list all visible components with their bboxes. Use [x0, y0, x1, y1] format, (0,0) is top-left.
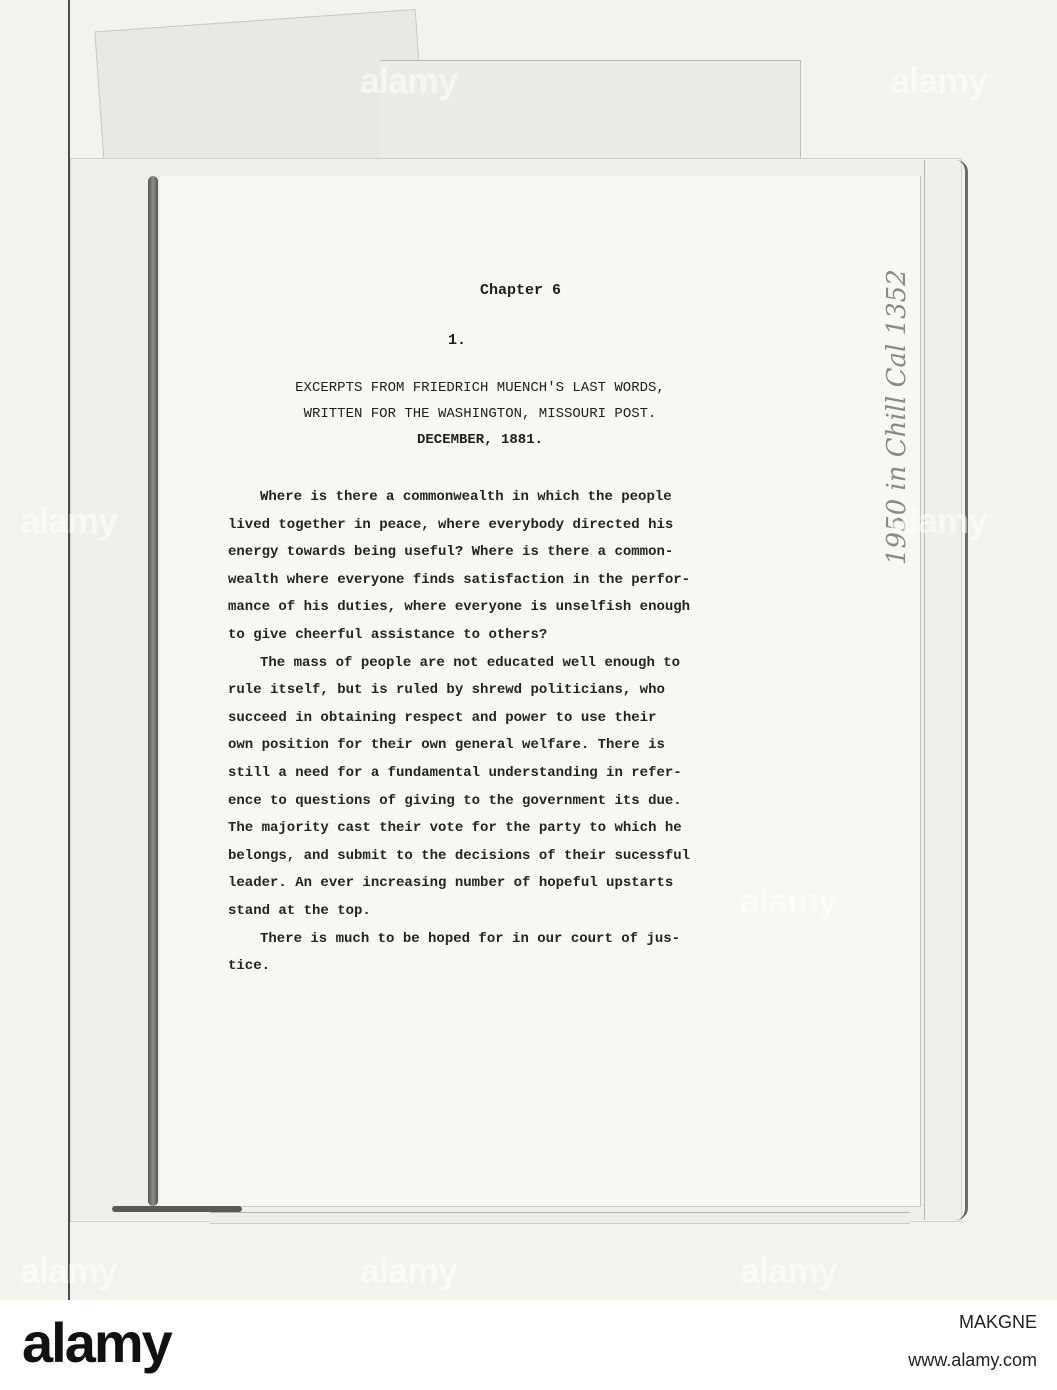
margin-handwriting: 1950 in Chill Cal 1352: [882, 269, 912, 565]
paragraph-3-line: There is much to be hoped for in our court of jus-: [260, 930, 681, 947]
chapter-heading: Chapter 6: [480, 282, 562, 299]
paragraph-3-line: tice.: [228, 958, 271, 975]
paragraph-1-line: Where is there a commonwealth in which the people: [260, 489, 672, 505]
watermark-text: alamy: [360, 60, 458, 101]
watermark-text: alamy: [740, 880, 838, 921]
paragraph-2-line: succeed in obtaining respect and power to use their: [228, 709, 657, 726]
paragraph-2-line: stand at the top.: [228, 902, 371, 919]
paragraph-2-line: The mass of people are not educated well enough to: [260, 654, 681, 671]
watermark-text: alamy: [890, 500, 988, 541]
watermark-text: alamy: [360, 1250, 458, 1291]
paragraph-2-line: leader. An ever increasing number of hopeful upstarts: [228, 875, 674, 892]
paragraph-2-line: belongs, and submit to the decisions of their sucessful: [228, 847, 691, 864]
page-bottom-edge: [210, 1212, 910, 1224]
paragraph-2-line: still a need for a fundamental understanding in refer-: [228, 764, 682, 781]
paragraph-2-line: The majority cast their vote for the party to which he: [228, 820, 682, 837]
paragraph-1-line: lived together in peace, where everybody directed his: [228, 516, 674, 533]
title-line: WRITTEN FOR THE WASHINGTON, MISSOURI POST.: [303, 406, 657, 422]
image-id: MAKGNE: [958, 1312, 1037, 1332]
title-line: DECEMBER, 1881.: [416, 432, 544, 448]
watermark-text: alamy: [20, 1250, 118, 1291]
paragraph-1-line: wealth where everyone finds satisfaction in the perfor-: [228, 571, 691, 588]
paragraph-1-line: to give cheerful assistance to others?: [228, 626, 548, 643]
watermark-text: alamy: [740, 1250, 838, 1291]
paragraph-1-line: mance of his duties, where everyone is unselfish enough: [228, 599, 691, 616]
page-stack-edge: [924, 160, 968, 1220]
paragraph-2-line: rule itself, but is ruled by shrewd politicians, who: [228, 682, 665, 699]
watermark-text: alamy: [20, 500, 118, 541]
watermark-logo: alamy: [22, 1311, 171, 1374]
body-text: [228, 484, 778, 981]
binder-spine: [148, 176, 158, 1206]
watermark-text: alamy: [890, 60, 988, 101]
section-number: 1.: [448, 332, 467, 349]
title-line: EXCERPTS FROM FRIEDRICH MUENCH'S LAST WORDS,: [295, 380, 665, 396]
paragraph-1-line: energy towards being useful? Where is there a common-: [228, 544, 674, 561]
excerpt-title: [240, 375, 720, 453]
image-url: www.alamy.com: [908, 1350, 1037, 1370]
paragraph-2-line: ence to questions of giving to the government its due.: [228, 792, 682, 809]
paragraph-2-line: own position for their own general welfare. There is: [228, 737, 665, 754]
